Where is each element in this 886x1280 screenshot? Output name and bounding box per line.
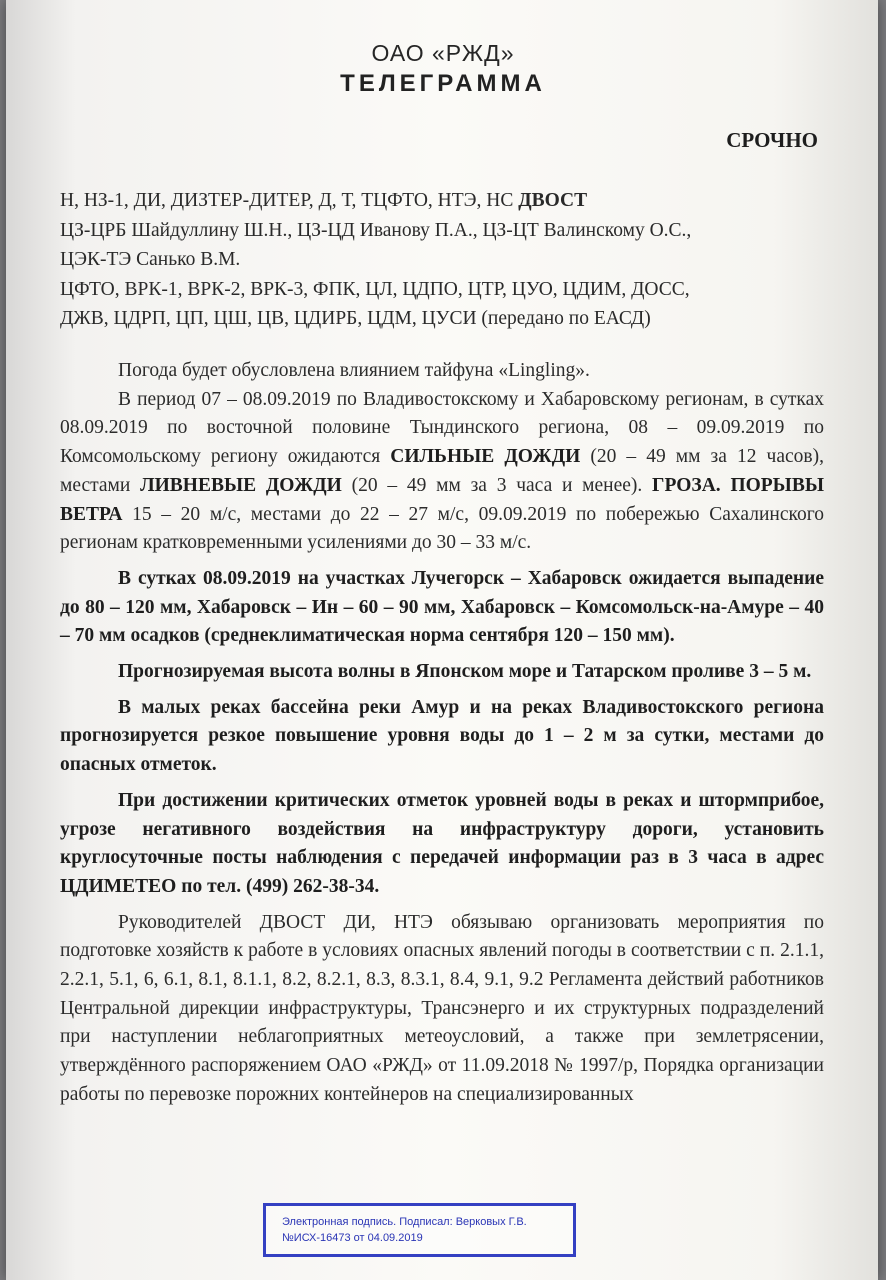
paragraph-wave-height: Прогнозируемая высота волны в Японском море и Татарском проливе 3 – 5 м. [118,661,812,683]
forecast-text: 15 – 20 м/с, местами до 22 – 27 м/с, 09.09.2019 по побережью Сахалинского регионам кратковременными усилениями до 30 – 33 м/с. [60,503,824,554]
paragraph-observation-posts: При достижении критических отметок уровней воды в реках и штормприбое, угрозе негативного воздействия на инфраструктуру дороги, установить круглосуточные посты наблюдения с передачей информации раз в 3 часа в адрес ЦДИМЕТЕО по тел. (499) 262-38-34. [60,789,824,897]
organization-name: ОАО «РЖД» [371,40,515,66]
telegram-body [60,357,824,1110]
addressee-list [60,186,830,334]
addressee-line: ЦЭК-ТЭ Санько В.М. [60,249,241,270]
addressee-highlight: ДВОСТ [518,190,588,211]
signature-line: Электронная подпись. Подписал: Верковых Г.В. [282,1216,527,1228]
downpour-label: ЛИВНЕВЫЕ ДОЖДИ [140,474,342,496]
paragraph-typhoon: Погода будет обусловлена влиянием тайфуна «Lingling». [118,360,590,381]
addressee-line [60,186,830,216]
wind-gusts-label: ПОРЫВЫ ВЕТРА [60,474,824,525]
document-number: №ИСХ-16473 от 04.09.2019 [282,1232,423,1244]
addressee-line: ДЖВ, ЦДРП, ЦП, ЦШ, ЦВ, ЦДИРБ, ЦДМ, ЦУСИ (передано по ЕАСД) [60,308,651,329]
addressee-text: Н, НЗ-1, ДИ, ДИЗТЕР-ДИТЕР, Д, Т, ТЦФТО, НТЭ, НС [60,190,519,211]
forecast-text: (20 – 49 мм за 12 часов), местами [60,446,824,496]
paragraph-river-levels: В малых реках бассейна реки Амур и на реках Владивостокского региона прогнозируется резкое повышение уровня воды до 1 – 2 м за сутки, местами до опасных отметок. [60,696,824,776]
thunderstorm-label: ГРОЗА [652,474,716,496]
forecast-text: В период 07 – 08.09.2019 по Владивостокскому и Хабаровскому регионам, в сутках 08.09.2019 по восточной половине Тындинского региона, 08 – 09.09.2019 по Комсомольскому региону ожидаются [60,388,824,468]
paragraph-precipitation: В сутках 08.09.2019 на участках Лучегорск – Хабаровск ожидается выпадение до 80 – 120 мм, Хабаровск – Ин – 60 – 90 мм, Хабаровск – Комсомольск-на-Амуре – 40 – 70 мм осадков (среднеклиматическая норма сентября 120 – 150 мм). [60,567,824,647]
heavy-rain-label: СИЛЬНЫЕ ДОЖДИ [390,446,581,468]
paragraph-forecast [60,386,824,558]
forecast-text: (20 – 49 мм за 3 часа и менее). [341,474,653,496]
urgency-mark: СРОЧНО [726,128,818,152]
forecast-text: . [715,474,731,496]
document-type: ТЕЛЕГРАММА [340,70,546,97]
addressee-line: ЦФТО, ВРК-1, ВРК-2, ВРК-3, ФПК, ЦЛ, ЦДПО, ЦТР, ЦУО, ЦДИМ, ДОСС, [60,278,690,300]
paragraph-instructions: Руководителей ДВОСТ ДИ, НТЭ обязываю организовать мероприятия по подготовке хозяйств к работе в условиях опасных явлений погоды в соответствии с п. 2.1.1, 2.2.1, 5.1, 6, 6.1, 8.1, 8.1.1, 8.2, 8.2.1, 8.3, 8.3.1, 8.4, 9.1, 9.2 Регламента действий работников Центральной дирекции инфраструктуры, Трансэнерго и их структурных подразделений при наступлении неблагоприятных метеоусловий, а также при землетрясении, утверждённого распоряжением ОАО «РЖД» от 11.09.2018 № 1997/р, Порядка организации работы по перевозке порожних контейнеров на специализированных [60,911,824,1105]
electronic-signature-stamp [263,1203,576,1257]
addressee-line: ЦЗ-ЦРБ Шайдуллину Ш.Н., ЦЗ-ЦД Иванову П.А., ЦЗ-ЦТ Валинскому О.С., [60,219,692,241]
